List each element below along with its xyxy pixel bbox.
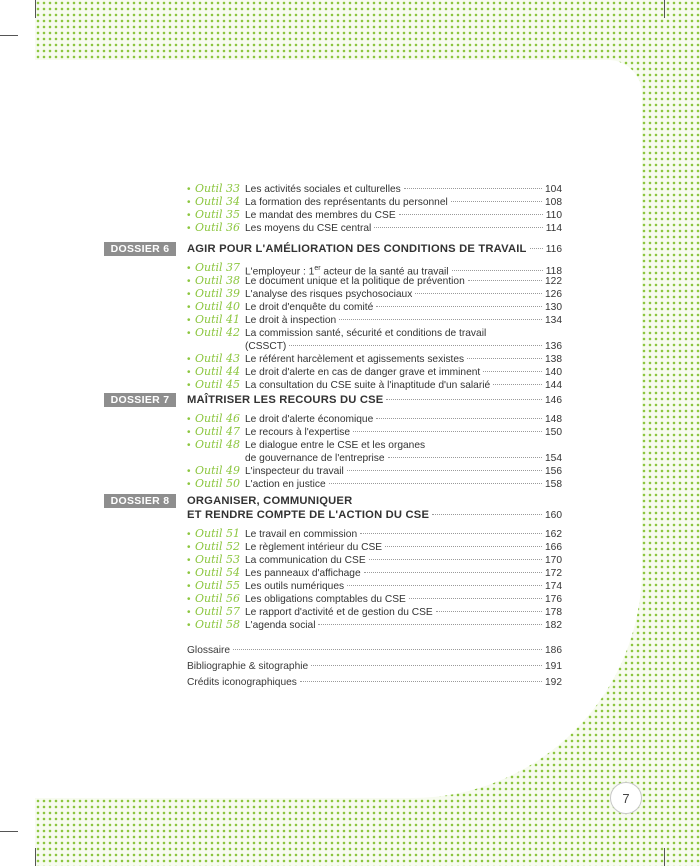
entry-title: La consultation du CSE suite à l'inaptitude d'un salarié	[245, 380, 491, 391]
toc-entry[interactable]	[187, 183, 562, 196]
entry-title: Le dialogue entre le CSE et les organes	[245, 440, 426, 451]
entry-page: 158	[545, 479, 562, 490]
dot-leader	[399, 214, 543, 215]
entry-title: Le rapport d'activité et de gestion du CSE	[245, 607, 433, 618]
entry-title-line	[245, 327, 562, 340]
outil-number: Outil 49	[195, 464, 241, 477]
entry-title: Le référent harcèlement et agissements sexistes	[245, 354, 465, 365]
entry-title: de gouvernance de l'entreprise	[245, 453, 385, 464]
toc-entry[interactable]	[187, 261, 562, 278]
entry-title-line	[245, 413, 562, 426]
entry-title-line	[245, 340, 562, 353]
end-matter-title: Crédits iconographiques	[187, 677, 297, 688]
entry-title: Les outils numériques	[245, 581, 345, 592]
entry-page: 140	[545, 367, 562, 378]
bullet-icon: •	[187, 210, 191, 221]
bullet-icon: •	[187, 479, 191, 490]
outil-number: Outil 52	[195, 540, 241, 553]
dossier-badge: DOSSIER 7	[104, 393, 176, 407]
dot-leader	[376, 306, 542, 307]
toc-entry[interactable]	[187, 314, 562, 327]
entry-title: Le mandat des membres du CSE	[245, 210, 396, 221]
entry-title-line	[245, 439, 562, 452]
bullet-icon: •	[187, 414, 191, 425]
toc-entry[interactable]	[187, 413, 562, 426]
dossier-heading	[187, 494, 562, 508]
outil-number: Outil 45	[195, 378, 241, 391]
toc-entry[interactable]	[187, 275, 562, 288]
outil-number: Outil 43	[195, 352, 241, 365]
entry-title: L'analyse des risques psychosociaux	[245, 289, 413, 300]
outil-number: Outil 55	[195, 579, 241, 592]
bullet-icon: •	[187, 263, 191, 274]
entry-title-line	[245, 478, 562, 491]
bullet-icon: •	[187, 367, 191, 378]
entry-title: Les activités sociales et culturelles	[245, 184, 401, 195]
entry-title: Les obligations comptables du CSE	[245, 594, 406, 605]
entry-title-line	[245, 222, 562, 235]
entry-title-line	[245, 554, 562, 567]
dot-leader	[347, 585, 542, 586]
entry-title-line	[245, 366, 562, 379]
entry-title-line	[245, 183, 562, 196]
dot-leader	[404, 188, 542, 189]
entry-page: 170	[545, 555, 562, 566]
entry-page: 136	[545, 341, 562, 352]
outil-number: Outil 44	[195, 365, 241, 378]
outil-number: Outil 37	[195, 261, 241, 274]
entry-page: 138	[545, 354, 562, 365]
toc-entry[interactable]	[187, 465, 562, 478]
end-matter-entry[interactable]	[187, 660, 562, 673]
entry-title: Le travail en commission	[245, 529, 358, 540]
toc-entry[interactable]	[187, 567, 562, 580]
entry-title: L'agenda social	[245, 620, 316, 631]
entry-title: Le règlement intérieur du CSE	[245, 542, 383, 553]
entry-title: Le document unique et la politique de prévention	[245, 276, 465, 287]
dot-leader	[347, 470, 542, 471]
bullet-icon: •	[187, 581, 191, 592]
entry-title-line	[245, 593, 562, 606]
dot-leader	[451, 201, 542, 202]
dot-leader	[376, 418, 542, 419]
entry-title-line	[245, 379, 562, 392]
dot-leader	[530, 248, 543, 249]
toc-entry[interactable]	[187, 288, 562, 301]
bullet-icon: •	[187, 555, 191, 566]
bullet-icon: •	[187, 542, 191, 553]
dot-leader	[386, 399, 542, 400]
end-matter-page: 192	[545, 677, 562, 688]
entry-page: 174	[545, 581, 562, 592]
outil-number: Outil 47	[195, 425, 241, 438]
entry-title: L'employeur : 1er acteur de la santé au travail	[245, 265, 449, 278]
dot-leader	[374, 227, 542, 228]
outil-number: Outil 53	[195, 553, 241, 566]
outil-number: Outil 51	[195, 527, 241, 540]
dot-leader	[452, 270, 543, 271]
dot-leader	[385, 546, 542, 547]
entry-page: 156	[545, 466, 562, 477]
entry-title: La commission santé, sécurité et conditions de travail	[245, 328, 487, 339]
bullet-icon: •	[187, 354, 191, 365]
toc-entry[interactable]	[187, 222, 562, 235]
bullet-icon: •	[187, 620, 191, 631]
dot-leader	[364, 572, 542, 573]
dossier-heading-text: MAÎTRISER LES RECOURS DU CSE	[187, 394, 384, 406]
page-number-text: 7	[622, 790, 630, 806]
entry-title-line	[245, 580, 562, 593]
dossier-heading-text: ORGANISER, COMMUNIQUER	[187, 495, 353, 507]
dossier-heading-text: ET RENDRE COMPTE DE L'ACTION DU CSE	[187, 509, 430, 521]
bullet-icon: •	[187, 184, 191, 195]
superscript: er	[314, 265, 321, 272]
end-matter-title: Bibliographie & sitographie	[187, 661, 309, 672]
dot-leader	[436, 611, 542, 612]
entry-title-line	[245, 452, 562, 465]
entry-title-line	[245, 567, 562, 580]
toc-entry[interactable]	[187, 528, 562, 541]
entry-page: 144	[545, 380, 562, 391]
outil-number: Outil 35	[195, 208, 241, 221]
entry-page: 114	[545, 223, 562, 234]
dot-leader	[467, 358, 542, 359]
outil-number: Outil 54	[195, 566, 241, 579]
outil-number: Outil 40	[195, 300, 241, 313]
entry-title-line	[245, 426, 562, 439]
entry-title-line	[245, 606, 562, 619]
end-matter-title: Glossaire	[187, 645, 231, 656]
bullet-icon: •	[187, 529, 191, 540]
toc-entry[interactable]	[187, 301, 562, 314]
entry-title: La communication du CSE	[245, 555, 366, 566]
dot-leader	[289, 345, 542, 346]
bullet-icon: •	[187, 427, 191, 438]
bullet-icon: •	[187, 380, 191, 391]
dossier-page: 146	[545, 395, 562, 406]
entry-title: Le droit à inspection	[245, 315, 337, 326]
dossier-page: 116	[545, 244, 562, 255]
outil-number: Outil 36	[195, 221, 241, 234]
dossier-badge: DOSSIER 8	[104, 494, 176, 508]
dossier-badge: DOSSIER 6	[104, 242, 176, 256]
entry-page: 182	[545, 620, 562, 631]
dot-leader	[360, 533, 542, 534]
dot-leader	[353, 431, 542, 432]
outil-number: Outil 56	[195, 592, 241, 605]
entry-title: Les panneaux d'affichage	[245, 568, 361, 579]
bullet-icon: •	[187, 197, 191, 208]
end-matter-page: 186	[545, 645, 562, 656]
outil-number: Outil 39	[195, 287, 241, 300]
bullet-icon: •	[187, 315, 191, 326]
entry-title-line	[245, 528, 562, 541]
entry-page: 104	[545, 184, 562, 195]
entry-title: Les moyens du CSE central	[245, 223, 372, 234]
entry-title: La formation des représentants du personnel	[245, 197, 448, 208]
entry-page: 110	[545, 210, 562, 221]
entry-page: 134	[545, 315, 562, 326]
entry-page: 148	[545, 414, 562, 425]
dossier-heading-text: AGIR POUR L'AMÉLIORATION DES CONDITIONS DE TRAVAIL	[187, 243, 527, 255]
dot-leader	[483, 371, 542, 372]
toc-entry-continuation	[187, 340, 562, 353]
entry-title-line	[245, 314, 562, 327]
entry-page: 118	[545, 266, 562, 278]
dot-leader	[311, 665, 542, 666]
bullet-icon: •	[187, 607, 191, 618]
end-matter-entry[interactable]	[187, 644, 562, 657]
entry-page: 154	[545, 453, 562, 464]
outil-number: Outil 46	[195, 412, 241, 425]
entry-page: 108	[545, 197, 562, 208]
entry-title: L'action en justice	[245, 479, 326, 490]
outil-number: Outil 58	[195, 618, 241, 631]
bullet-icon: •	[187, 223, 191, 234]
toc-entry[interactable]	[187, 593, 562, 606]
bullet-icon: •	[187, 568, 191, 579]
outil-number: Outil 33	[195, 182, 241, 195]
entry-title-line	[245, 353, 562, 366]
bullet-icon: •	[187, 594, 191, 605]
dot-leader	[468, 280, 542, 281]
entry-title-line	[245, 541, 562, 554]
dot-leader	[339, 319, 542, 320]
toc-entry[interactable]	[187, 619, 562, 632]
toc-entry[interactable]	[187, 554, 562, 567]
toc-entry[interactable]	[187, 353, 562, 366]
dot-leader	[409, 598, 542, 599]
bullet-icon: •	[187, 276, 191, 287]
entry-title: Le droit d'enquête du comité	[245, 302, 374, 313]
entry-title-line	[245, 288, 562, 301]
entry-page: 122	[545, 276, 562, 287]
bullet-icon: •	[187, 289, 191, 300]
outil-number: Outil 34	[195, 195, 241, 208]
dot-leader	[432, 514, 542, 515]
entry-title-line	[245, 619, 562, 632]
dossier-heading	[187, 393, 562, 407]
toc-entry[interactable]	[187, 426, 562, 439]
dot-leader	[318, 624, 542, 625]
entry-page: 172	[545, 568, 562, 579]
entry-page: 130	[545, 302, 562, 313]
entry-title-line	[245, 465, 562, 478]
dot-leader	[493, 384, 542, 385]
end-matter-entry[interactable]	[187, 676, 562, 689]
entry-title: L'inspecteur du travail	[245, 466, 344, 477]
entry-title-line	[245, 209, 562, 222]
bullet-icon: •	[187, 440, 191, 451]
outil-number: Outil 41	[195, 313, 241, 326]
entry-page: 150	[545, 427, 562, 438]
outil-number: Outil 50	[195, 477, 241, 490]
dot-leader	[329, 483, 542, 484]
toc-entry[interactable]	[187, 606, 562, 619]
entry-title: Le droit d'alerte économique	[245, 414, 374, 425]
outil-number: Outil 42	[195, 326, 241, 339]
toc-entry[interactable]	[187, 478, 562, 491]
entry-page: 178	[545, 607, 562, 618]
entry-title: Le recours à l'expertise	[245, 427, 351, 438]
dot-leader	[388, 457, 542, 458]
dot-leader	[233, 649, 542, 650]
entry-title-line	[245, 275, 562, 288]
toc-entry[interactable]	[187, 209, 562, 222]
entry-title-line	[245, 301, 562, 314]
toc-entry[interactable]	[187, 580, 562, 593]
dot-leader	[415, 293, 542, 294]
entry-page: 126	[545, 289, 562, 300]
dot-leader	[300, 681, 542, 682]
toc-entry[interactable]	[187, 366, 562, 379]
toc-entry[interactable]	[187, 541, 562, 554]
entry-page: 162	[545, 529, 562, 540]
dossier-heading-continuation	[187, 508, 562, 522]
outil-number: Outil 48	[195, 438, 241, 451]
dot-leader	[369, 559, 542, 560]
bullet-icon: •	[187, 466, 191, 477]
entry-page: 176	[545, 594, 562, 605]
dossier-heading	[187, 242, 562, 256]
end-matter-page: 191	[545, 661, 562, 672]
outil-number: Outil 38	[195, 274, 241, 287]
toc-entry-continuation	[187, 452, 562, 465]
toc-entry[interactable]	[187, 327, 562, 340]
dossier-page: 160	[545, 510, 562, 521]
toc-entry[interactable]	[187, 379, 562, 392]
bullet-icon: •	[187, 302, 191, 313]
page-number	[610, 782, 642, 814]
entry-title: Le droit d'alerte en cas de danger grave et imminent	[245, 367, 481, 378]
entry-page: 166	[545, 542, 562, 553]
toc-entry[interactable]	[187, 439, 562, 452]
bullet-icon: •	[187, 328, 191, 339]
outil-number: Outil 57	[195, 605, 241, 618]
entry-title-line	[245, 196, 562, 209]
entry-title: (CSSCT)	[245, 341, 287, 352]
toc-entry[interactable]	[187, 196, 562, 209]
